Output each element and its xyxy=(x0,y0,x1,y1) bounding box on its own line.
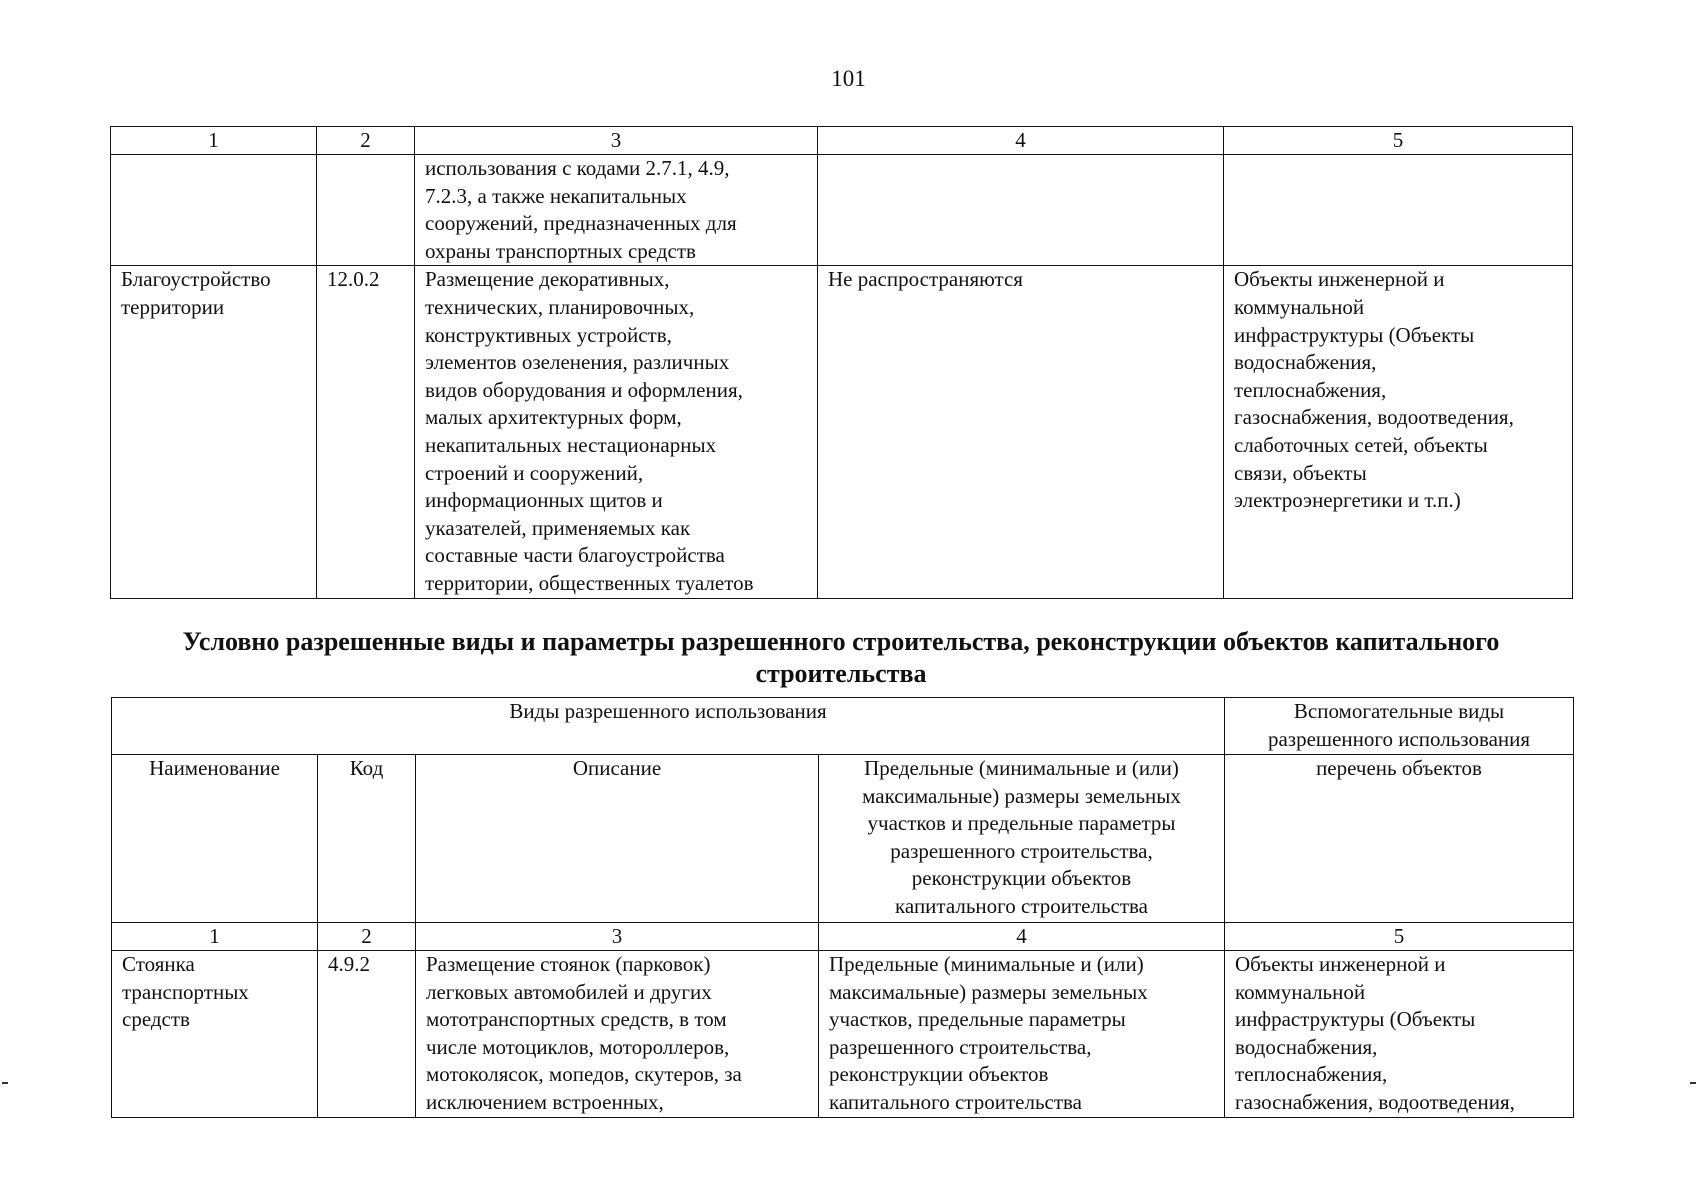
header-description: Описание xyxy=(416,755,819,923)
column-number: 5 xyxy=(1225,923,1574,951)
code-cell: 12.0.2 xyxy=(317,266,415,599)
header-objects: перечень объектов xyxy=(1225,755,1574,923)
parameters-cell: Предельные (минимальные и (или) максимальные) размеры земельных участков, предельные параметры разрешенного строительства, реконструкции объектов капитального строительства xyxy=(819,951,1225,1118)
column-number: 3 xyxy=(415,127,818,155)
header-name: Наименование xyxy=(112,755,318,923)
name-cell: Благоустройство территории xyxy=(111,266,317,599)
header-parameters: Предельные (минимальные и (или) максимальные) размеры земельных участков и предельные параметры разрешенного строительства, реконструкции объектов капитального строительства xyxy=(819,755,1225,923)
column-number-row xyxy=(111,127,1573,155)
header-code: Код xyxy=(318,755,416,923)
description-cell: Размещение стоянок (парковок) легковых автомобилей и других мототранспортных средств, в том числе мотоциклов, мотороллеров, мотоколясок, мопедов, скутеров, за исключением встроенных, xyxy=(416,951,819,1118)
objects-cell: Объекты инженерной и коммунальной инфраструктуры (Объекты водоснабжения, теплоснабжения, газоснабжения, водоотведения, слаботочных сетей, объекты связи, объекты электроэнергетики и т.п.) xyxy=(1224,266,1573,599)
code-cell xyxy=(317,155,415,266)
description-cell: использования с кодами 2.7.1, 4.9, 7.2.3, а также некапитальных сооружений, предназначенных для охраны транспортных средств xyxy=(415,155,818,266)
column-number: 1 xyxy=(112,923,318,951)
permitted-use-group-header: Виды разрешенного использования xyxy=(112,698,1225,755)
table-continued xyxy=(110,126,1573,599)
objects-cell: Объекты инженерной и коммунальной инфраструктуры (Объекты водоснабжения, теплоснабжения, газоснабжения, водоотведения, xyxy=(1225,951,1574,1118)
name-cell: Стоянка транспортных средств xyxy=(112,951,318,1118)
column-number: 2 xyxy=(318,923,416,951)
conditional-use-table xyxy=(111,697,1574,1118)
column-number: 5 xyxy=(1224,127,1573,155)
code-cell: 4.9.2 xyxy=(318,951,416,1118)
group-header-row xyxy=(112,698,1574,755)
objects-cell xyxy=(1224,155,1573,266)
column-number: 1 xyxy=(111,127,317,155)
column-number-row xyxy=(112,923,1574,951)
description-cell: Размещение декоративных, технических, планировочных, конструктивных устройств, элементов озеленения, различных видов оборудования и оформления, малых архитектурных форм, некапитальных нестационарных строений и сооружений, информационных щитов и указателей, применяемых как составные части благоустройства территории, общественных туалетов xyxy=(415,266,818,599)
column-number: 3 xyxy=(416,923,819,951)
parameters-cell xyxy=(818,155,1224,266)
page-number: 101 xyxy=(831,66,866,91)
column-number: 2 xyxy=(317,127,415,155)
scan-edge-mark xyxy=(1690,1082,1696,1084)
parameters-cell: Не распространяются xyxy=(818,266,1224,599)
table-row xyxy=(112,951,1574,1118)
table-row xyxy=(111,266,1573,599)
scan-edge-mark xyxy=(2,1082,8,1084)
auxiliary-use-header: Вспомогательные виды разрешенного использования xyxy=(1225,698,1574,755)
column-number: 4 xyxy=(818,127,1224,155)
table-row xyxy=(111,155,1573,266)
section-heading: Условно разрешенные виды и параметры разрешенного строительства, реконструкции объектов капитального строительства xyxy=(182,627,1500,688)
column-header-row xyxy=(112,755,1574,923)
name-cell xyxy=(111,155,317,266)
column-number: 4 xyxy=(819,923,1225,951)
